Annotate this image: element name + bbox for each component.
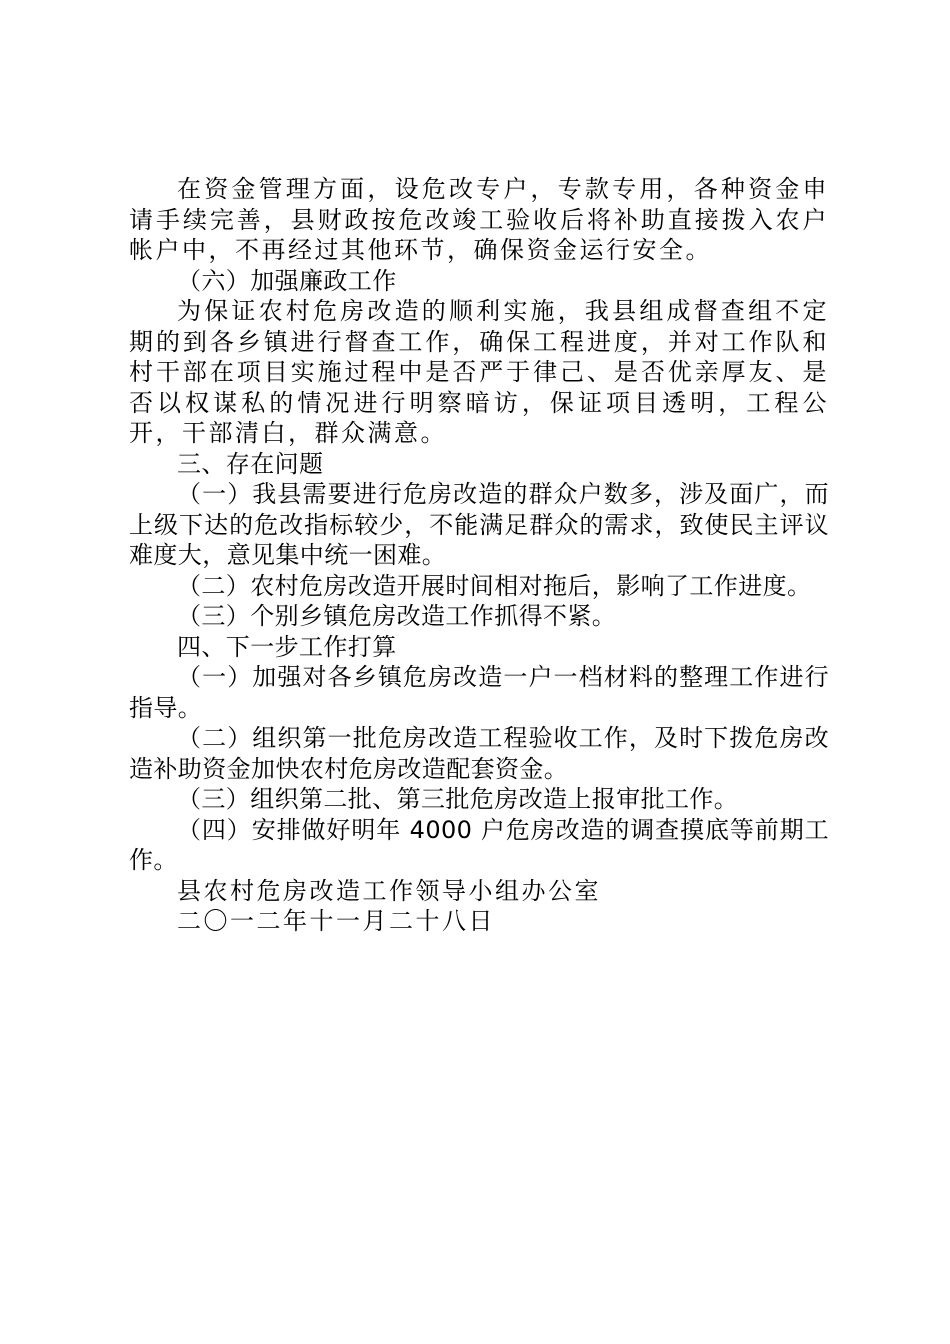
problem-item-2: （二）农村危房改造开展时间相对拖后，影响了工作进度。 xyxy=(177,571,812,600)
paragraph-integrity-work: 为保证农村危房改造的顺利实施，我县组成督查组不定期的到各乡镇进行督查工作，确保工程进度，并对工作队和村干部在项目实施过程中是否严于律己、是否优亲厚友、是否以权谋私的情况进行明察暗访，保证项目透明，工程公开，干部清白，群众满意。 xyxy=(129,297,829,447)
signature-office: 县农村危房改造工作领导小组办公室 xyxy=(177,876,601,905)
heading-existing-problems: 三、存在问题 xyxy=(177,449,324,478)
heading-next-steps: 四、下一步工作打算 xyxy=(177,632,397,661)
next-step-item-3: （三）组织第二批、第三批危房改造上报审批工作。 xyxy=(177,785,739,813)
paragraph-funds-management: 在资金管理方面，设危改专户，专款专用，各种资金申请手续完善，县财政按危改竣工验收后将补助直接拨入农户帐户中，不再经过其他环节，确保资金运行安全。 xyxy=(129,175,829,264)
signature-date: 二〇一二年十一月二十八日 xyxy=(177,907,495,935)
heading-integrity-work: （六）加强廉政工作 xyxy=(177,266,397,295)
next-step-item-4: （四）安排做好明年 4000 户危房改造的调查摸底等前期工作。 xyxy=(129,815,829,874)
document-body xyxy=(129,174,829,937)
next-step-item-2: （二）组织第一批危房改造工程验收工作，及时下拨危房改造补助资金加快农村危房改造配套资金。 xyxy=(129,724,829,783)
problem-item-3: （三）个别乡镇危房改造工作抓得不紧。 xyxy=(177,602,617,630)
next-step-item-1: （一）加强对各乡镇危房改造一户一档材料的整理工作进行指导。 xyxy=(129,663,829,722)
problem-item-1: （一）我县需要进行危房改造的群众户数多，涉及面广，而上级下达的危改指标较少，不能满足群众的需求，致使民主评议难度大，意见集中统一困难。 xyxy=(129,480,829,569)
